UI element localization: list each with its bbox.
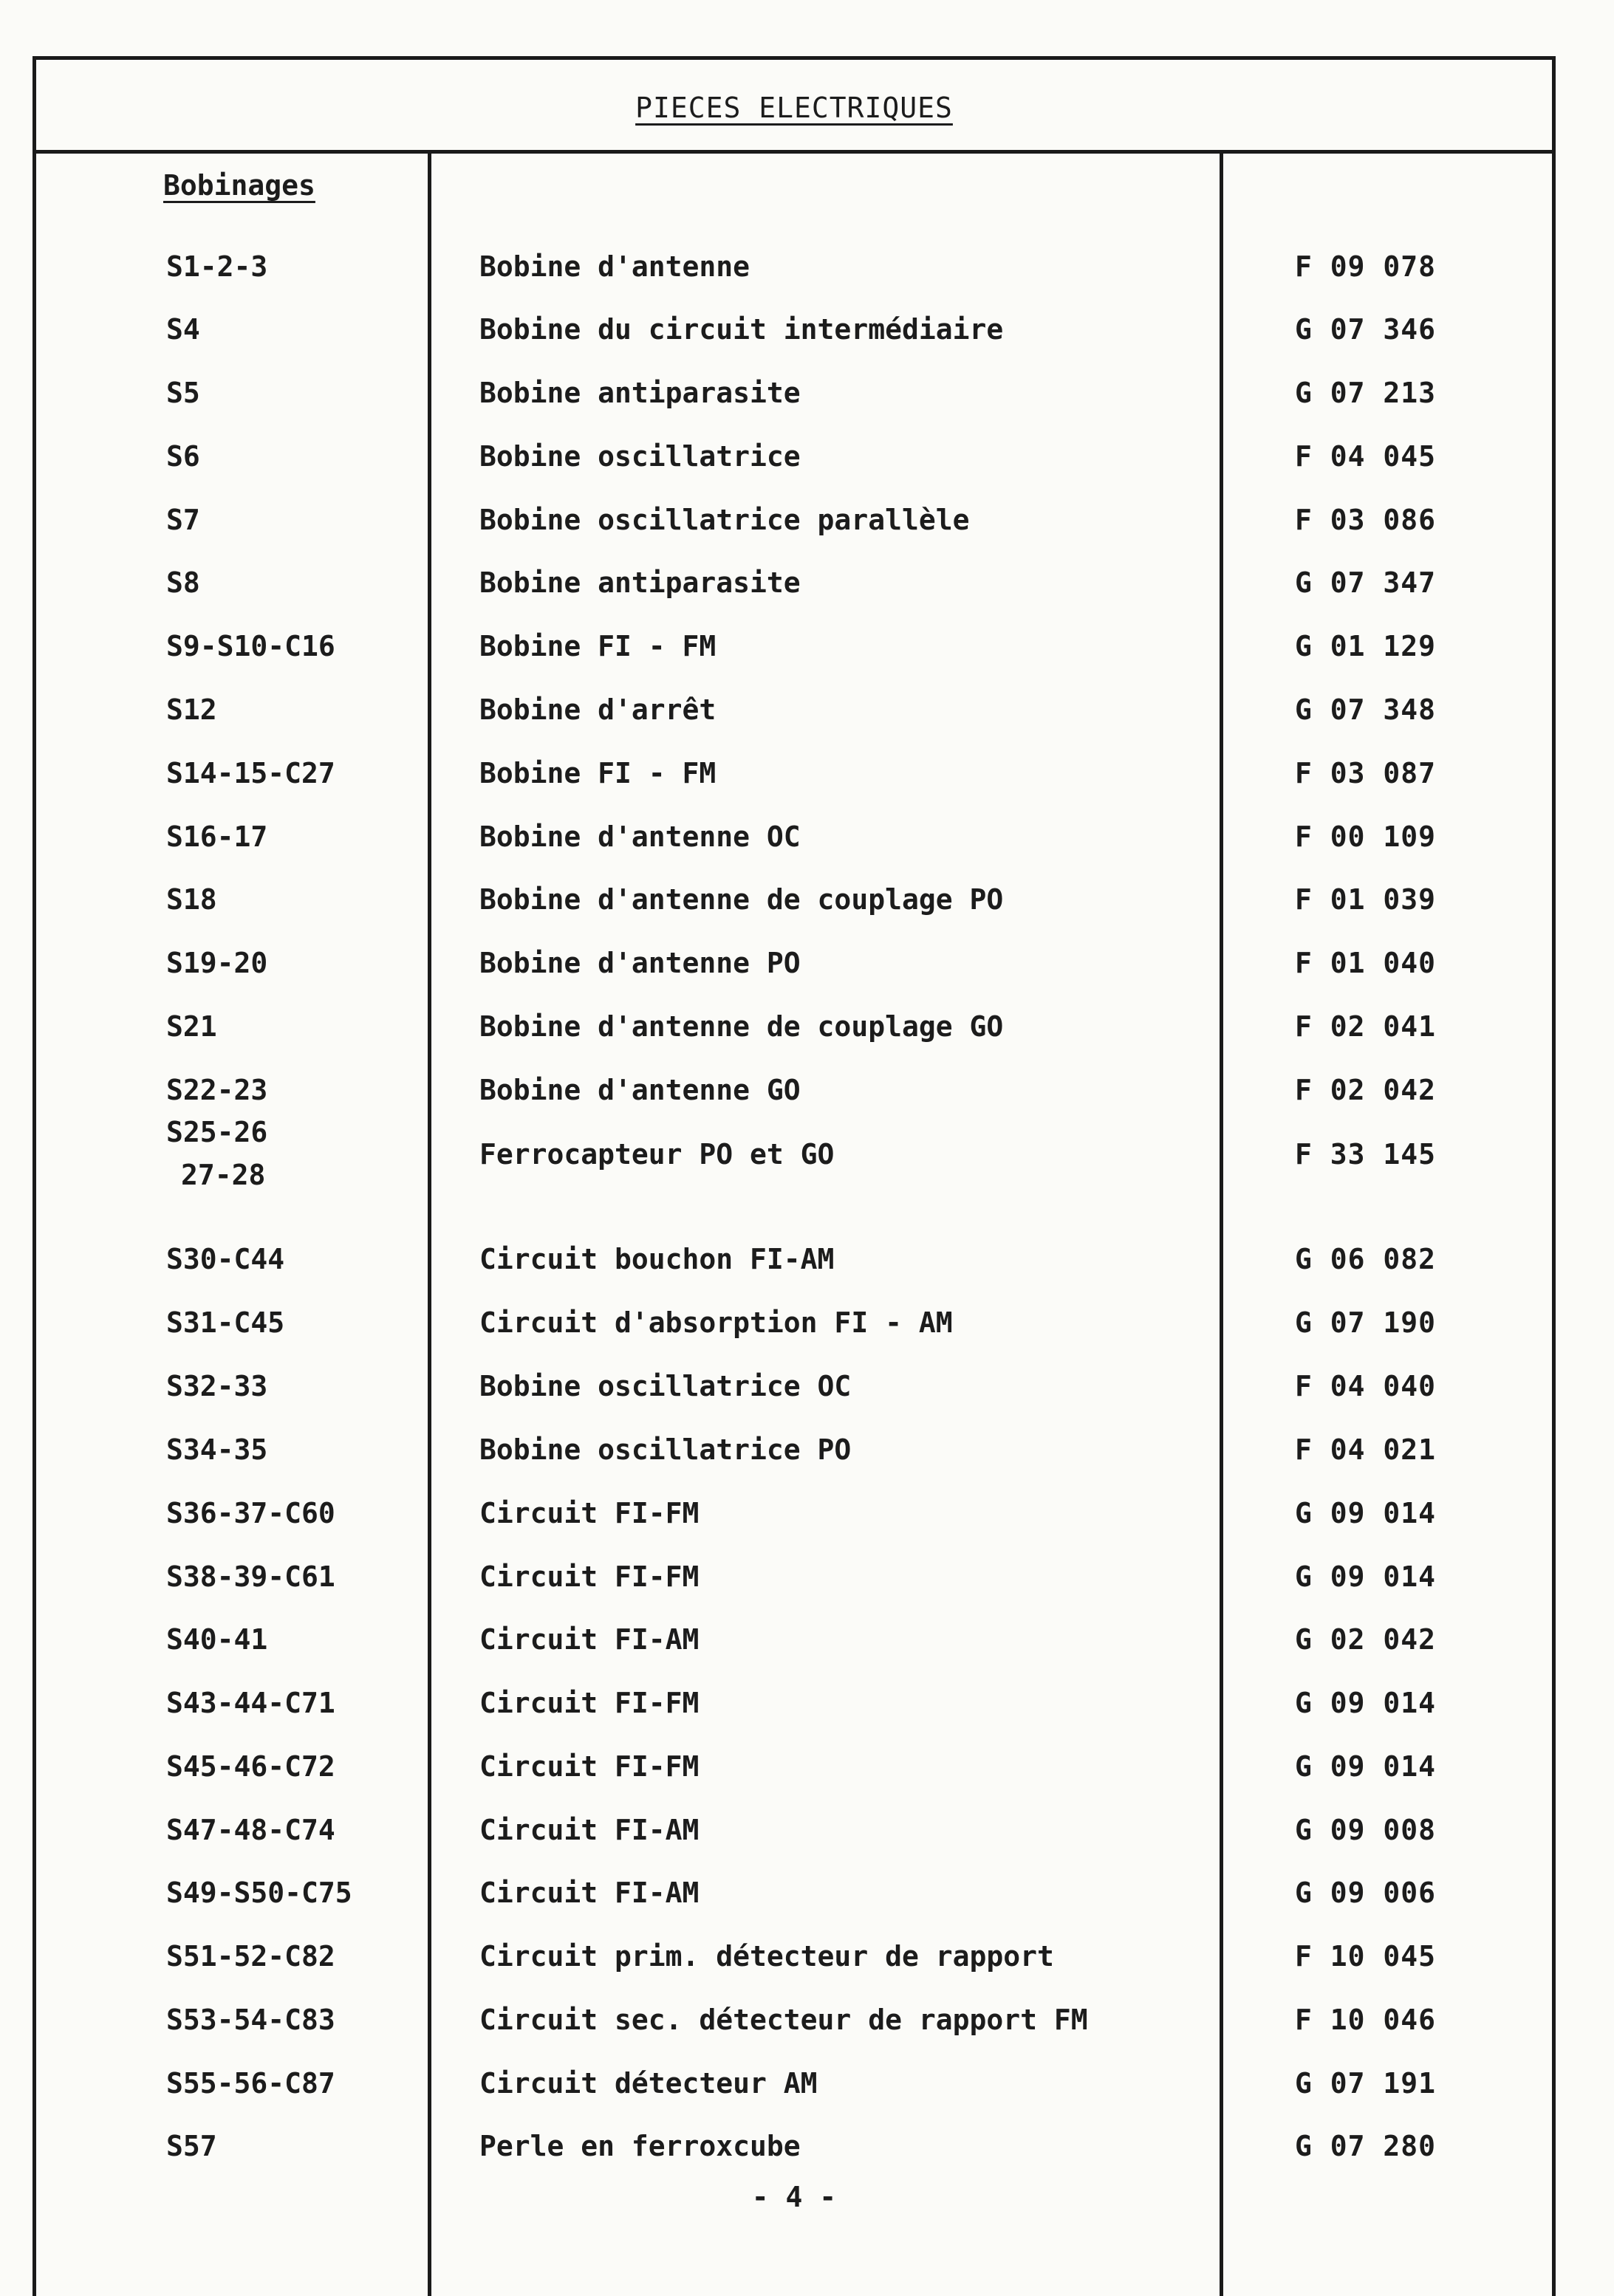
part-reference: S18 <box>166 883 217 916</box>
part-description: Circuit bouchon FI-AM <box>479 1243 835 1275</box>
table-row <box>36 1497 1552 1541</box>
part-description: Circuit FI-AM <box>479 1814 700 1846</box>
part-description: Bobine d'antenne GO <box>479 1074 801 1106</box>
table-row <box>36 757 1552 801</box>
part-code: G 07 348 <box>1295 693 1437 726</box>
part-code: G 09 014 <box>1295 1750 1437 1783</box>
part-description: Circuit sec. détecteur de rapport FM <box>479 2004 1088 2036</box>
part-description: Bobine oscillatrice PO <box>479 1433 852 1466</box>
part-description: Bobine antiparasite <box>479 566 801 599</box>
part-code: G 07 280 <box>1295 2130 1437 2162</box>
part-code: G 09 014 <box>1295 1560 1437 1593</box>
part-code: F 04 040 <box>1295 1370 1437 1402</box>
part-reference: S4 <box>166 313 200 346</box>
part-description: Circuit FI-FM <box>479 1497 700 1529</box>
part-description: Bobine antiparasite <box>479 377 801 409</box>
part-description: Circuit prim. détecteur de rapport <box>479 1940 1054 1973</box>
table-row <box>36 630 1552 674</box>
part-description: Circuit FI-AM <box>479 1877 700 1909</box>
part-code: G 09 014 <box>1295 1497 1437 1529</box>
part-description: Bobine oscillatrice OC <box>479 1370 852 1402</box>
section-heading: Bobinages <box>163 169 315 202</box>
part-reference: S30-C44 <box>166 1243 285 1275</box>
table-row <box>36 1306 1552 1351</box>
part-reference: S22-23 <box>166 1074 268 1106</box>
part-code: F 01 039 <box>1295 883 1437 916</box>
table-row <box>36 2067 1552 2111</box>
part-description: Bobine oscillatrice parallèle <box>479 504 970 536</box>
part-description: Bobine d'antenne de couplage GO <box>479 1010 1004 1043</box>
part-description: Bobine du circuit intermédiaire <box>479 313 1004 346</box>
part-description: Circuit FI-FM <box>479 1687 700 1719</box>
part-reference: S8 <box>166 566 200 599</box>
table-row <box>36 1814 1552 1858</box>
table-row <box>36 1877 1552 1921</box>
part-code: G 07 347 <box>1295 566 1437 599</box>
part-reference: S21 <box>166 1010 217 1043</box>
part-code: F 10 046 <box>1295 2004 1437 2036</box>
part-reference: S47-48-C74 <box>166 1814 335 1846</box>
part-reference: S57 <box>166 2130 217 2162</box>
table-row <box>36 1940 1552 1984</box>
table-row <box>36 504 1552 548</box>
part-description: Bobine d'antenne <box>479 250 750 283</box>
part-code: G 09 006 <box>1295 1877 1437 1909</box>
page-number: - 4 - <box>751 2181 837 2213</box>
part-reference: S19-20 <box>166 947 268 979</box>
part-description: Bobine FI - FM <box>479 757 717 789</box>
part-description: Circuit d'absorption FI - AM <box>479 1306 953 1339</box>
part-description: Bobine d'arrêt <box>479 693 717 726</box>
table-row <box>36 566 1552 611</box>
part-reference: S12 <box>166 693 217 726</box>
page-title: PIECES ELECTRIQUES <box>635 92 953 124</box>
part-code: F 00 109 <box>1295 820 1437 853</box>
part-code: F 04 021 <box>1295 1433 1437 1466</box>
table-row <box>36 440 1552 484</box>
part-code: F 02 041 <box>1295 1010 1437 1043</box>
table-row <box>36 1433 1552 1478</box>
part-reference-continued: 27-28 <box>181 1159 266 1191</box>
table-row <box>36 1010 1552 1055</box>
table-row <box>36 693 1552 738</box>
part-reference: S5 <box>166 377 200 409</box>
part-code: G 09 008 <box>1295 1814 1437 1846</box>
part-reference: S49-S50-C75 <box>166 1877 352 1909</box>
part-description: Bobine d'antenne de couplage PO <box>479 883 1004 916</box>
part-description: Circuit FI-AM <box>479 1623 700 1656</box>
table-row <box>36 2004 1552 2048</box>
part-description: Circuit FI-FM <box>479 1560 700 1593</box>
table-row <box>36 820 1552 865</box>
part-reference: S51-52-C82 <box>166 1940 335 1973</box>
table-row <box>36 1687 1552 1731</box>
part-code: G 07 191 <box>1295 2067 1437 2100</box>
table-row <box>36 313 1552 357</box>
part-reference: S45-46-C72 <box>166 1750 335 1783</box>
part-description: Bobine d'antenne PO <box>479 947 801 979</box>
part-reference: S16-17 <box>166 820 268 853</box>
part-code: F 03 086 <box>1295 504 1437 536</box>
part-reference: S31-C45 <box>166 1306 285 1339</box>
part-code: F 09 078 <box>1295 250 1437 283</box>
part-description: Circuit FI-FM <box>479 1750 700 1783</box>
part-code: G 02 042 <box>1295 1623 1437 1656</box>
part-reference: S25-26 <box>166 1116 268 1148</box>
part-code: F 33 145 <box>1295 1138 1437 1171</box>
part-code: G 01 129 <box>1295 630 1437 662</box>
part-code: F 04 045 <box>1295 440 1437 473</box>
part-code: F 10 045 <box>1295 1940 1437 1973</box>
part-reference: S1-2-3 <box>166 250 268 283</box>
table-row <box>36 1074 1552 1118</box>
part-reference: S32-33 <box>166 1370 268 1402</box>
table-row <box>36 1560 1552 1605</box>
part-code: G 06 082 <box>1295 1243 1437 1275</box>
table-row <box>36 1750 1552 1795</box>
part-reference: S7 <box>166 504 200 536</box>
part-reference: S6 <box>166 440 200 473</box>
part-reference: S53-54-C83 <box>166 2004 335 2036</box>
part-code: G 07 213 <box>1295 377 1437 409</box>
table-row <box>36 377 1552 421</box>
part-reference: S36-37-C60 <box>166 1497 335 1529</box>
part-reference: S9-S10-C16 <box>166 630 335 662</box>
part-code: F 02 042 <box>1295 1074 1437 1106</box>
part-description: Ferrocapteur PO et GO <box>479 1138 835 1171</box>
part-reference: S34-35 <box>166 1433 268 1466</box>
part-description: Bobine FI - FM <box>479 630 717 662</box>
table-row <box>36 1243 1552 1287</box>
table-header <box>36 60 1552 154</box>
part-description: Circuit détecteur AM <box>479 2067 818 2100</box>
table-row <box>36 1370 1552 1414</box>
parts-table-frame <box>33 56 1556 2296</box>
part-reference: S38-39-C61 <box>166 1560 335 1593</box>
part-reference: S14-15-C27 <box>166 757 335 789</box>
table-row <box>36 1116 1552 1203</box>
table-row <box>36 1623 1552 1668</box>
part-description: Bobine oscillatrice <box>479 440 801 473</box>
table-row <box>36 250 1552 295</box>
part-code: G 07 346 <box>1295 313 1437 346</box>
part-code: F 01 040 <box>1295 947 1437 979</box>
part-code: G 09 014 <box>1295 1687 1437 1719</box>
part-reference: S40-41 <box>166 1623 268 1656</box>
part-reference: S55-56-C87 <box>166 2067 335 2100</box>
table-row <box>36 2130 1552 2174</box>
part-code: G 07 190 <box>1295 1306 1437 1339</box>
part-code: F 03 087 <box>1295 757 1437 789</box>
part-description: Perle en ferroxcube <box>479 2130 801 2162</box>
table-row <box>36 947 1552 991</box>
table-row <box>36 883 1552 928</box>
part-reference: S43-44-C71 <box>166 1687 335 1719</box>
part-description: Bobine d'antenne OC <box>479 820 801 853</box>
